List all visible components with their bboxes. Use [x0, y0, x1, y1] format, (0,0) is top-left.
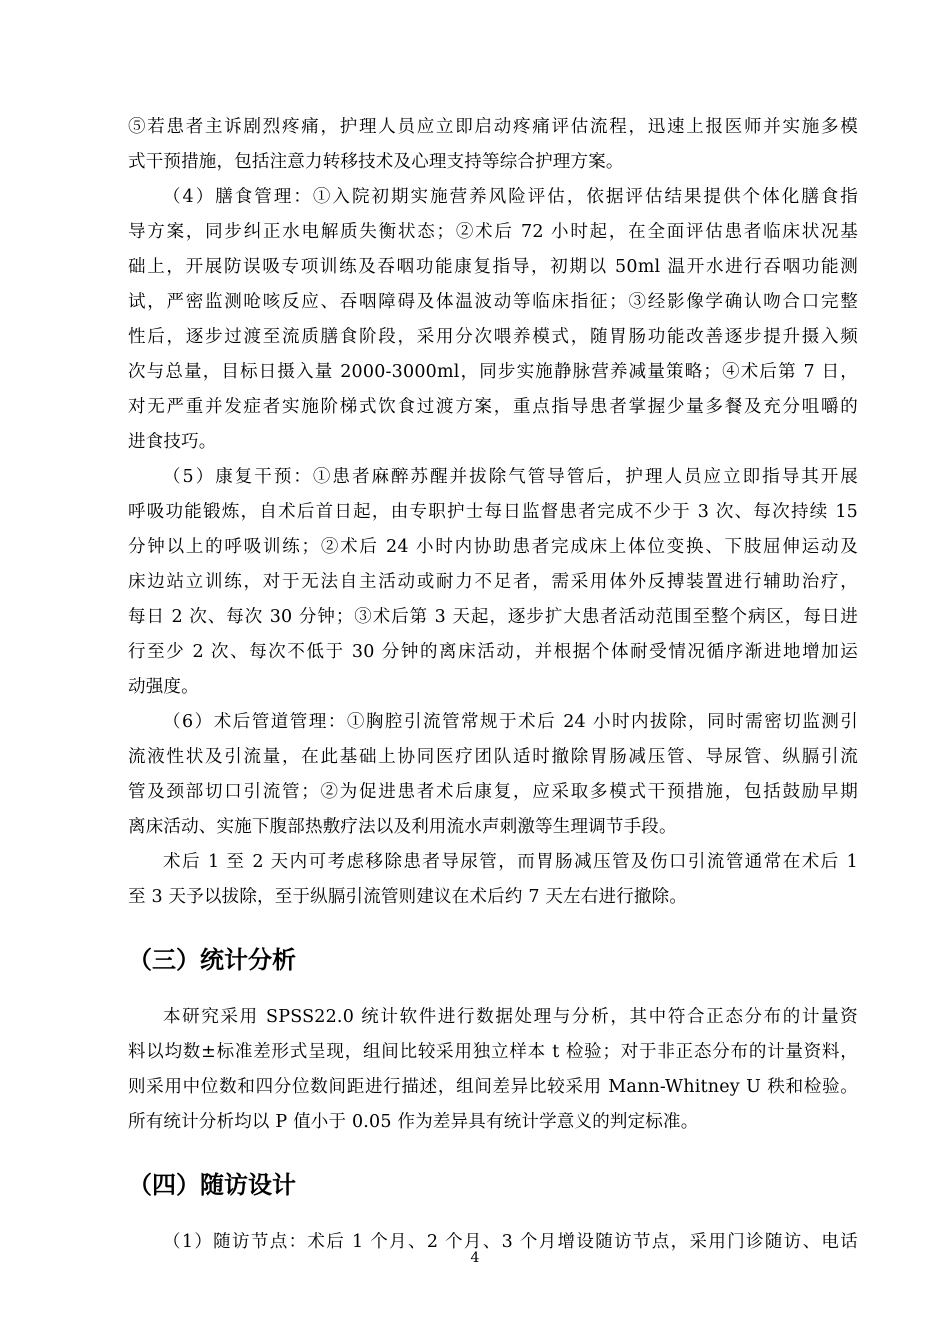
paragraph-line: 术后 1 至 2 天内可考虑移除患者导尿管，而胃肠减压管及伤口引流管通常在术后 1 [163, 852, 858, 872]
paragraph-line: 本研究采用 SPSS22.0 统计软件进行数据处理与分析，其中符合正态分布的计量资 [163, 1007, 858, 1027]
page-number: 4 [470, 1250, 480, 1266]
paragraph-line: 所有统计分析均以 P 值小于 0.05 作为差异具有统计学意义的判定标准。 [128, 1112, 699, 1132]
paragraph-line: 导方案，同步纠正水电解质失衡状态；②术后 72 小时起，在全面评估患者临床状况基 [128, 222, 858, 242]
paragraph-line: 次与总量，目标日摄入量 2000-3000ml，同步实施静脉营养减量策略；④术后第 7 日， [128, 362, 858, 382]
paragraph-line: 床边站立训练，对于无法自主活动或耐力不足者，需采用体外反搏装置进行辅助治疗， [128, 572, 858, 592]
paragraph-line: 料以均数±标准差形式呈现，组间比较采用独立样本 t 检验；对于非正态分布的计量资料， [128, 1042, 858, 1062]
paragraph-line: 至 3 天予以拔除，至于纵膈引流管则建议在术后约 7 天左右进行撤除。 [128, 887, 688, 907]
paragraph-line: （6）术后管道管理：①胸腔引流管常规于术后 24 小时内拔除，同时需密切监测引 [163, 712, 858, 732]
paragraph-line: 每日 2 次、每次 30 分钟；③术后第 3 天起，逐步扩大患者活动范围至整个病区，每日进 [128, 607, 858, 627]
paragraph-line: 式干预措施，包括注意力转移技术及心理支持等综合护理方案。 [128, 152, 624, 172]
paragraph-line: 试，严密监测呛咳反应、吞咽障碍及体温波动等临床指征；③经影像学确认吻合口完整 [128, 292, 858, 312]
paragraph-line: 础上，开展防误吸专项训练及吞咽功能康复指导，初期以 50ml 温开水进行吞咽功能测 [128, 257, 858, 277]
paragraph-line: 动强度。 [128, 677, 199, 697]
paragraph-line: （1）随访节点：术后 1 个月、2 个月、3 个月增设随访节点，采用门诊随访、电话 [163, 1232, 858, 1252]
paragraph-line: 进食技巧。 [128, 432, 217, 452]
paragraph-line: 性后，逐步过渡至流质膳食阶段，采用分次喂养模式，随胃肠功能改善逐步提升摄入频 [128, 327, 858, 347]
paragraph-line: 分钟以上的呼吸训练；②术后 24 小时内协助患者完成床上体位变换、下肢屈伸运动及 [128, 537, 858, 557]
paragraph-line: 流液性状及引流量，在此基础上协同医疗团队适时撤除胃肠减压管、导尿管、纵膈引流 [128, 747, 858, 767]
paragraph-line: 对无严重并发症者实施阶梯式饮食过渡方案，重点指导患者掌握少量多餐及充分咀嚼的 [128, 397, 858, 417]
paragraph-line: 则采用中位数和四分位数间距进行描述，组间差异比较采用 Mann-Whitney U 秩和检验。 [128, 1077, 858, 1097]
section-heading: （三）统计分析 [128, 946, 296, 974]
paragraph-line: 管及颈部切口引流管；②为促进患者术后康复，应采取多模式干预措施，包括鼓励早期 [128, 782, 858, 802]
paragraph-line: 行至少 2 次、每次不低于 30 分钟的离床活动，并根据个体耐受情况循序渐进地增加运 [128, 642, 858, 662]
section-heading: （四）随访设计 [128, 1171, 296, 1199]
paragraph-line: ⑤若患者主诉剧烈疼痛，护理人员应立即启动疼痛评估流程，迅速上报医师并实施多模 [128, 117, 858, 137]
paragraph-line: 离床活动、实施下腹部热敷疗法以及利用流水声刺激等生理调节手段。 [128, 817, 677, 837]
paragraph-line: 呼吸功能锻炼，自术后首日起，由专职护士每日监督患者完成不少于 3 次、每次持续 15 [128, 502, 858, 522]
paragraph-line: （4）膳食管理：①入院初期实施营养风险评估，依据评估结果提供个体化膳食指 [163, 187, 858, 207]
paragraph-line: （5）康复干预：①患者麻醉苏醒并拔除气管导管后，护理人员应立即指导其开展 [163, 467, 858, 487]
